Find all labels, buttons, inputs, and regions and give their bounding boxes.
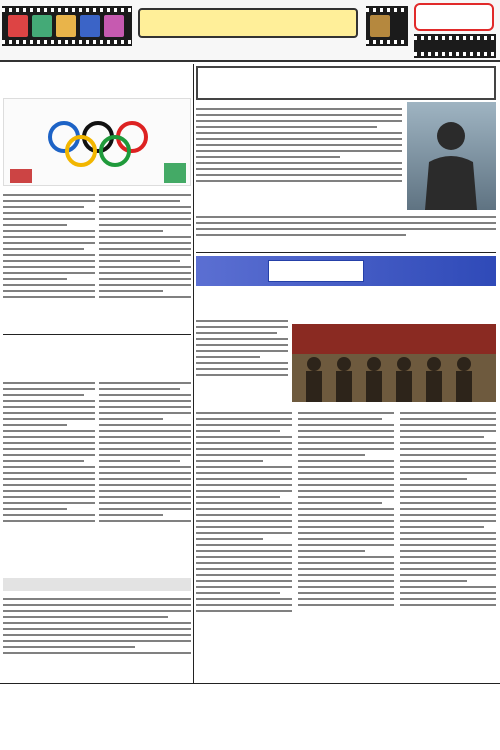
column-divider [193, 64, 194, 684]
group-people-icon [292, 324, 496, 402]
section-brand [414, 3, 494, 31]
chandrabhushan-body-col2 [99, 378, 191, 574]
footer-divider [0, 683, 500, 684]
desh-duniya-headline [196, 290, 496, 312]
section-divider [196, 252, 496, 253]
page-header [0, 0, 500, 62]
desh-duniya-body-intro [196, 316, 288, 406]
page-masthead [138, 8, 358, 38]
film-strip-left [2, 6, 132, 46]
olympics-photo [3, 98, 191, 186]
olympic-rings-icon [4, 99, 191, 186]
desh-duniya-body-col1 [196, 408, 292, 680]
olympics-headline [3, 66, 191, 96]
olympics-body-col2 [99, 190, 191, 332]
red-story-headline [3, 578, 191, 591]
film-strip-right [366, 6, 408, 46]
desh-duniya-section-title [268, 260, 364, 282]
imprint [0, 685, 500, 703]
desh-duniya-body-col3 [400, 408, 496, 680]
section-divider [3, 334, 191, 335]
hashmi-headline [196, 66, 496, 100]
actor-silhouette-icon [407, 102, 496, 210]
chandrabhushan-headline [3, 338, 191, 374]
hashmi-photo [407, 102, 496, 210]
hashmi-body-bottom [196, 212, 496, 250]
desh-duniya-body-col2 [298, 408, 394, 680]
chandrabhushan-body-col1 [3, 378, 95, 574]
poetry-event-group-photo [292, 324, 496, 402]
olympics-body-col1 [3, 190, 95, 332]
film-strip-brand [414, 34, 496, 58]
hashmi-body [196, 104, 402, 210]
red-story-body [3, 594, 191, 680]
